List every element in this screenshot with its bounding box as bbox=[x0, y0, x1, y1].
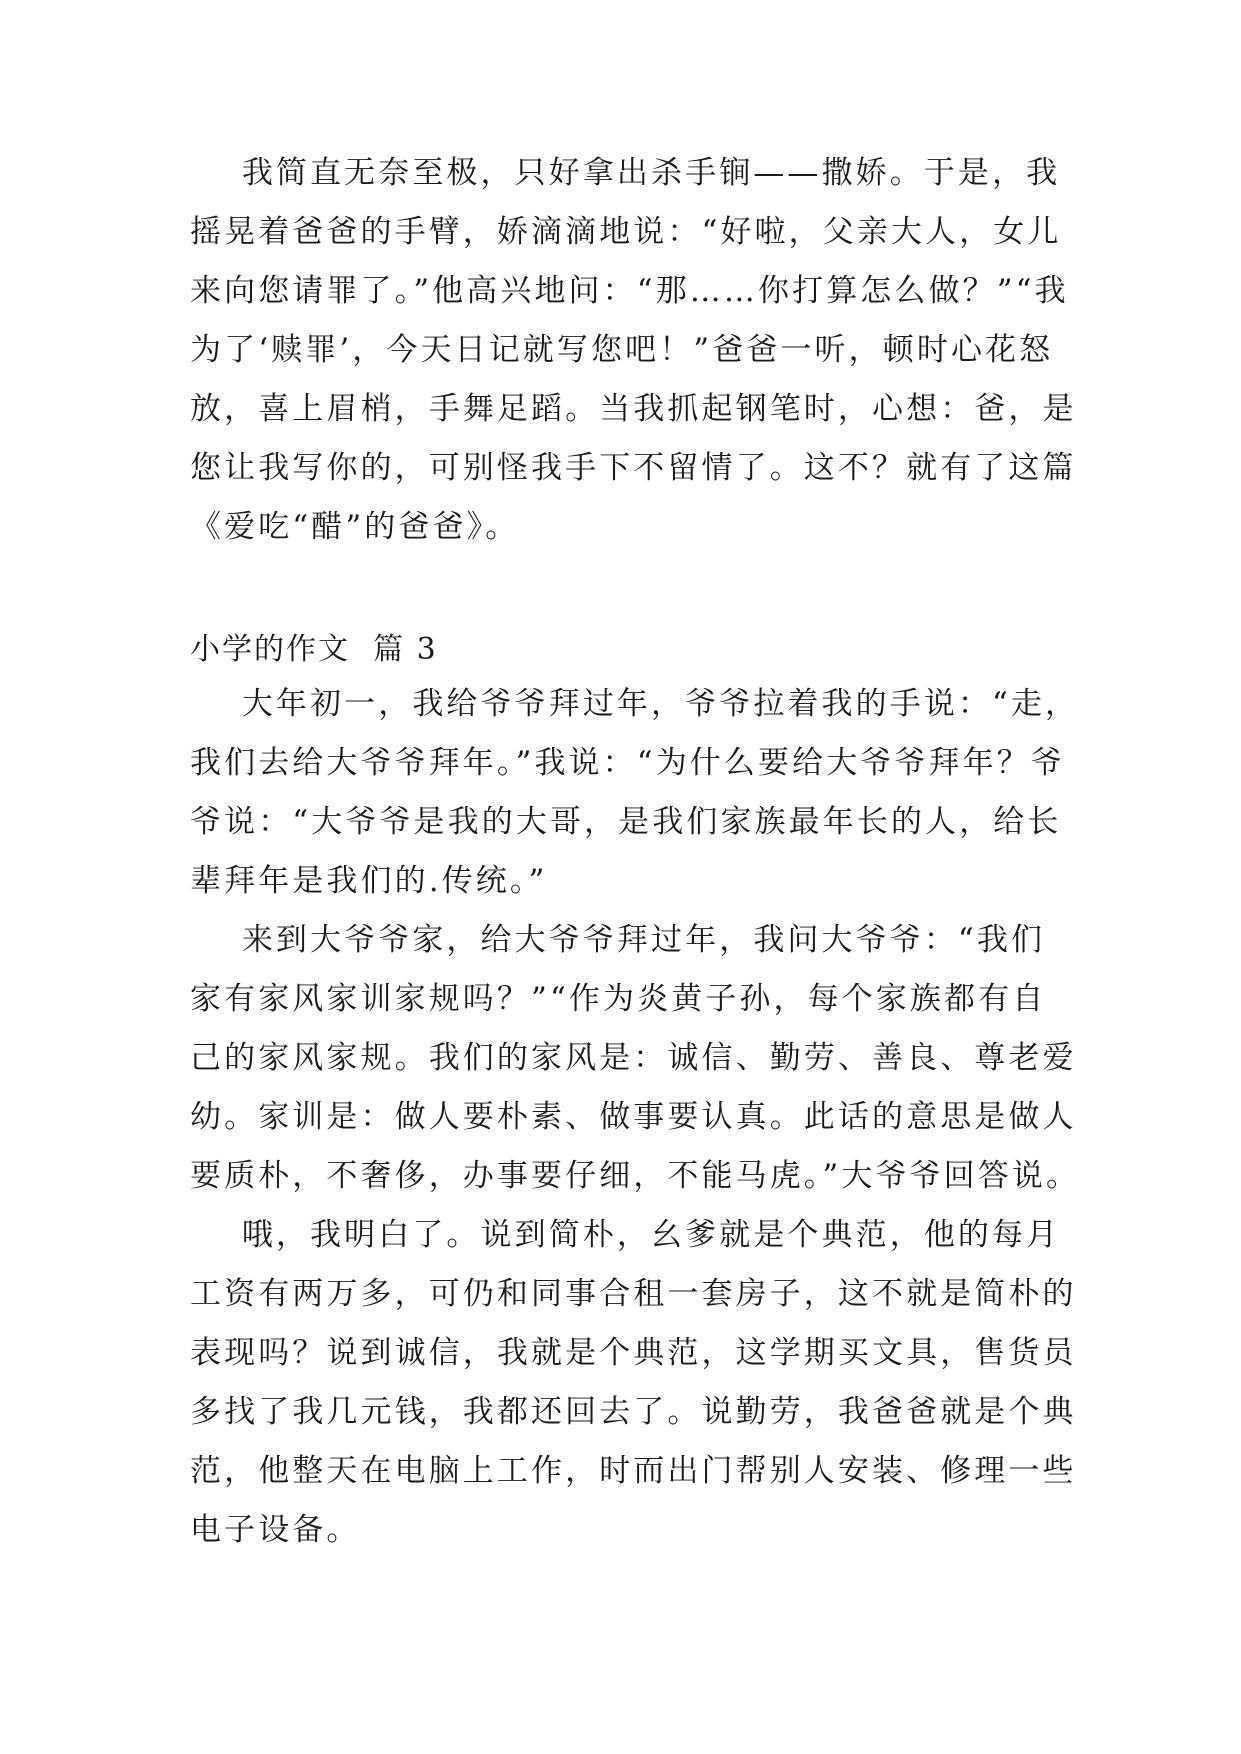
text-line: 我们去给大爷爷拜年。”我说：“为什么要给大爷爷拜年？爷 bbox=[190, 745, 1065, 781]
text-line: 为了‘赎罪’，今天日记就写您吧！”爸爸一听，顿时心花怒 bbox=[190, 332, 1054, 368]
text-line: 幼。家训是：做人要朴素、做事要认真。此话的意思是做人 bbox=[190, 1099, 1077, 1135]
text-line: 家有家风家训家规吗？”“作为炎黄子孙，每个家族都有自 bbox=[190, 981, 1047, 1017]
section-heading: 小学的作文 篇 3 bbox=[190, 632, 438, 667]
text-line: 表现吗？说到诚信，我就是个典范，这学期买文具，售货员 bbox=[190, 1335, 1077, 1371]
text-line: 哦，我明白了。说到简朴，幺爹就是个典范，他的每月 bbox=[190, 1217, 1061, 1253]
text-line: 工资有两万多，可仍和同事合租一套房子，这不就是简朴的 bbox=[190, 1276, 1077, 1312]
text-line: 放，喜上眉梢，手舞足蹈。当我抓起钢笔时，心想：爸，是 bbox=[190, 391, 1077, 427]
text-line: 要质朴，不奢侈，办事要仔细，不能马虎。”大爷爷回答说。 bbox=[190, 1158, 1081, 1194]
text-line: 来到大爷爷家，给大爷爷拜过年，我问大爷爷：“我们 bbox=[190, 922, 1046, 958]
text-line: 您让我写你的，可别怪我手下不留情了。这不？就有了这篇 bbox=[190, 450, 1077, 486]
text-line: 摇晃着爸爸的手臂，娇滴滴地说：“好啦，父亲大人，女儿 bbox=[190, 214, 1062, 250]
text-line: 多找了我几元钱，我都还回去了。说勤劳，我爸爸就是个典 bbox=[190, 1394, 1077, 1430]
text-line: 爷说：“大爷爷是我的大哥，是我们家族最年长的人，给长 bbox=[190, 804, 1062, 840]
text-line: 来向您请罪了。”他高兴地问：“那……你打算怎么做？”“我 bbox=[190, 273, 1069, 309]
text-line: 我简直无奈至极，只好拿出杀手锏——撒娇。于是，我 bbox=[190, 155, 1061, 191]
text-line: 辈拜年是我们的.传统。” bbox=[190, 863, 548, 899]
text-line: 电子设备。 bbox=[190, 1512, 361, 1548]
text-line: 大年初一，我给爷爷拜过年，爷爷拉着我的手说：“走， bbox=[190, 686, 1080, 722]
text-line: 范，他整天在电脑上工作，时而出门帮别人安装、修理一些 bbox=[190, 1453, 1077, 1489]
text-line: 《爱吃“醋”的爸爸》。 bbox=[190, 509, 520, 545]
text-line: 己的家风家规。我们的家风是：诚信、勤劳、善良、尊老爱 bbox=[190, 1040, 1077, 1076]
